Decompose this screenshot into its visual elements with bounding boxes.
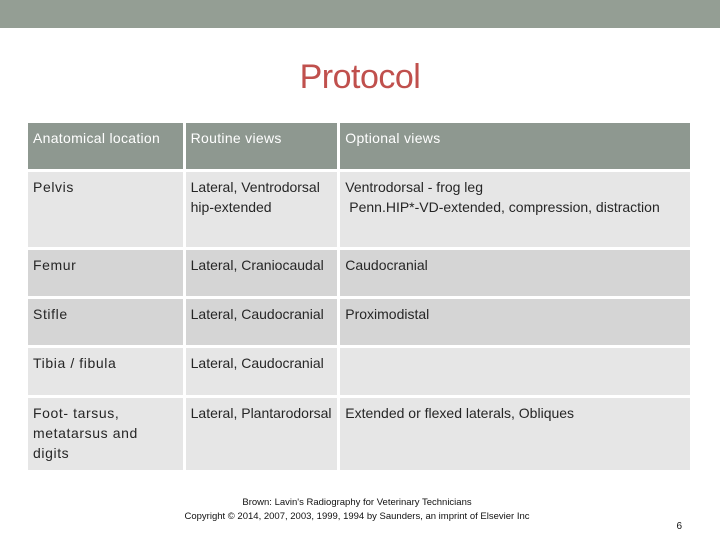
citation <box>0 496 714 524</box>
cell-optional-line: Ventrodorsal - frog leg <box>345 179 483 195</box>
cell-location: Tibia / fibula <box>28 348 183 395</box>
header-anatomical-location: Anatomical location <box>28 123 183 169</box>
cell-location: Foot- tarsus, metatarsus and digits <box>28 398 183 470</box>
cell-location: Femur <box>28 250 183 296</box>
cell-routine: Lateral, Plantarodorsal <box>186 398 338 470</box>
cell-routine: Lateral, Caudocranial <box>186 299 338 345</box>
cell-location: Stifle <box>28 299 183 345</box>
cell-optional: Proximodistal <box>340 299 690 345</box>
cell-optional: Extended or flexed laterals, Obliques <box>340 398 690 470</box>
cell-optional <box>340 348 690 395</box>
table-row <box>28 250 690 296</box>
cell-location: Pelvis <box>28 172 183 247</box>
header-routine-views: Routine views <box>186 123 338 169</box>
slide-title: Protocol <box>299 58 421 96</box>
header-optional-views: Optional views <box>340 123 690 169</box>
cell-optional: Caudocranial <box>340 250 690 296</box>
cell-routine: Lateral, Craniocaudal <box>186 250 338 296</box>
protocol-table <box>25 120 693 473</box>
citation-line-source: Brown: Lavin's Radiography for Veterinary Technicians <box>242 497 472 508</box>
table-row <box>28 348 690 395</box>
cell-routine: Lateral, Caudocranial <box>186 348 338 395</box>
cell-optional-line: Penn.HIP*-VD-extended, compression, distraction <box>349 199 660 215</box>
slide-header-band <box>0 0 720 28</box>
cell-routine: Lateral, Ventrodorsal hip-extended <box>186 172 338 247</box>
table-row <box>28 398 690 470</box>
table-row <box>28 299 690 345</box>
citation-line-copyright: Copyright © 2014, 2007, 2003, 1999, 1994 by Saunders, an imprint of Elsevier Inc <box>184 511 530 522</box>
table-row <box>28 172 690 247</box>
cell-optional <box>340 172 690 247</box>
slide-number: 6 <box>676 521 682 532</box>
table-header-row <box>28 123 690 169</box>
